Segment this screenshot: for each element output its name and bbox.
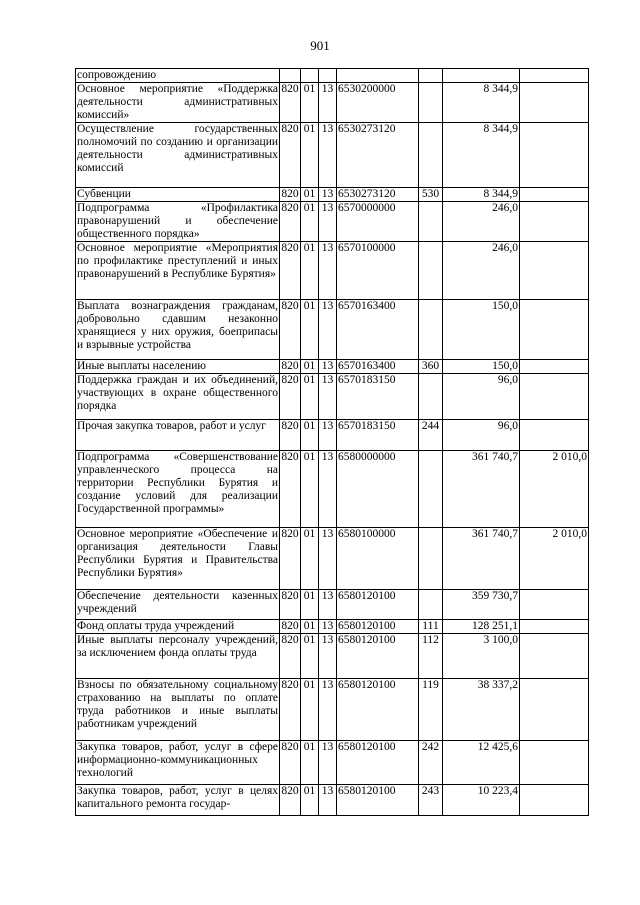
row-amount-1: 3 100,0 xyxy=(443,634,520,679)
row-subsection-code: 13 xyxy=(319,451,337,528)
row-amount-2 xyxy=(520,360,589,374)
row-amount-2 xyxy=(520,741,589,785)
row-amount-1: 150,0 xyxy=(443,360,520,374)
row-amount-1: 8 344,9 xyxy=(443,123,520,188)
row-ministry-code: 820 xyxy=(280,202,301,242)
row-ministry-code: 820 xyxy=(280,590,301,620)
table-row xyxy=(76,374,589,420)
row-ministry-code: 820 xyxy=(280,123,301,188)
row-amount-1: 10 223,4 xyxy=(443,785,520,816)
row-section-code: 01 xyxy=(301,634,319,679)
row-ministry-code: 820 xyxy=(281,360,299,372)
row-amount-1: 246,0 xyxy=(443,202,520,242)
row-subsection-code: 13 xyxy=(319,242,337,300)
row-name: Подпрограмма «Профилактика правонарушений и обеспечение общественного порядка» xyxy=(77,202,278,240)
row-ministry-code: 820 xyxy=(280,528,301,590)
table-row xyxy=(76,420,589,451)
row-ministry-code: 820 xyxy=(280,741,301,785)
row-ministry-code: 820 xyxy=(280,242,301,300)
row-expense-code: 111 xyxy=(419,620,443,634)
row-ministry-code: 820 xyxy=(281,620,299,632)
row-ministry-code: 820 xyxy=(280,451,301,528)
row-name: Основное мероприятие «Обеспечение и организация деятельности Главы Республики Бурятия и Правительства Республики Бурятия» xyxy=(76,528,280,590)
table-row xyxy=(76,360,589,374)
row-section-code: 01 xyxy=(301,374,319,420)
row-subsection-code: 13 xyxy=(319,83,337,123)
table-row xyxy=(76,528,589,590)
row-amount-1 xyxy=(443,69,520,83)
row-ministry-code: 820 xyxy=(280,785,301,816)
row-subsection-code: 13 xyxy=(319,590,337,620)
table-row xyxy=(76,620,589,634)
row-ministry-code: 820 xyxy=(280,679,301,741)
row-name: Основное мероприятие «Поддержка деятельности административных комиссий» xyxy=(77,83,278,121)
row-amount-2 xyxy=(520,83,589,123)
row-section-code: 01 xyxy=(301,123,319,188)
row-ministry-code: 820 xyxy=(281,188,299,200)
row-ministry-code: 820 xyxy=(280,374,301,420)
row-name: Прочая закупка товаров, работ и услуг xyxy=(76,420,280,451)
row-section-code: 01 xyxy=(301,300,319,360)
row-section-code: 01 xyxy=(301,528,319,590)
row-target-code: 6580120100 xyxy=(337,679,419,741)
row-amount-1: 8 344,9 xyxy=(443,83,520,123)
row-subsection-code: 13 xyxy=(319,420,337,451)
row-amount-1: 359 730,7 xyxy=(443,590,520,620)
row-expense-code xyxy=(419,123,443,188)
row-expense-code xyxy=(419,374,443,420)
budget-table xyxy=(75,68,589,816)
row-expense-code: 119 xyxy=(419,679,443,741)
row-ministry-code: 820 xyxy=(280,420,301,451)
row-expense-code xyxy=(419,202,443,242)
row-subsection-code: 13 xyxy=(319,679,337,741)
row-target-code: 6570100000 xyxy=(337,242,419,300)
row-amount-2 xyxy=(520,420,589,451)
row-amount-1: 96,0 xyxy=(443,374,520,420)
row-target-code: 6530273120 xyxy=(337,123,419,188)
row-expense-code: 530 xyxy=(419,188,443,202)
row-amount-1: 12 425,6 xyxy=(443,741,520,785)
row-expense-code xyxy=(419,300,443,360)
row-target-code: 6580120100 xyxy=(337,590,419,620)
table-row xyxy=(76,69,589,83)
row-target-code: 6580100000 xyxy=(337,528,419,590)
row-expense-code xyxy=(419,528,443,590)
table-row xyxy=(76,123,589,188)
row-amount-1: 96,0 xyxy=(443,420,520,451)
row-amount-2 xyxy=(520,679,589,741)
row-amount-2 xyxy=(520,374,589,420)
row-subsection-code xyxy=(319,69,337,83)
row-subsection-code: 13 xyxy=(319,202,337,242)
row-target-code: 6530200000 xyxy=(337,83,419,123)
row-amount-2: 2 010,0 xyxy=(520,451,589,528)
row-name: Осуществление государственных полномочий по созданию и организации деятельности административных комиссий xyxy=(76,123,280,188)
row-expense-code: 360 xyxy=(419,360,443,374)
table-row xyxy=(76,634,589,679)
row-section-code: 01 xyxy=(301,741,319,785)
row-amount-1: 150,0 xyxy=(443,300,520,360)
row-section-code: 01 xyxy=(301,620,319,634)
row-target-code: 6580000000 xyxy=(337,451,419,528)
row-target-code: 6580120100 xyxy=(337,620,419,634)
row-amount-2 xyxy=(520,69,589,83)
row-subsection-code: 13 xyxy=(319,620,337,634)
row-amount-2 xyxy=(520,300,589,360)
table-body xyxy=(76,69,589,816)
row-target-code: 6530273120 xyxy=(337,188,419,202)
row-amount-2 xyxy=(520,590,589,620)
table-row xyxy=(76,590,589,620)
row-amount-2 xyxy=(520,634,589,679)
row-subsection-code: 13 xyxy=(319,634,337,679)
row-section-code: 01 xyxy=(301,420,319,451)
row-name: Субвенции xyxy=(76,188,280,202)
row-expense-code xyxy=(419,242,443,300)
row-amount-2: 2 010,0 xyxy=(520,528,589,590)
row-expense-code xyxy=(419,83,443,123)
row-ministry-code: 820 xyxy=(280,300,301,360)
row-name: Фонд оплаты труда учреждений xyxy=(76,620,280,634)
row-section-code: 01 xyxy=(301,202,319,242)
row-expense-code xyxy=(419,69,443,83)
row-amount-2 xyxy=(520,202,589,242)
row-target-code: 6580120100 xyxy=(337,785,419,816)
row-section-code: 01 xyxy=(301,590,319,620)
row-expense-code: 244 xyxy=(419,420,443,451)
row-amount-1: 361 740,7 xyxy=(443,451,520,528)
row-target-code xyxy=(337,69,419,83)
row-amount-1: 361 740,7 xyxy=(443,528,520,590)
row-subsection-code: 13 xyxy=(319,188,337,202)
row-amount-2 xyxy=(520,188,589,202)
row-section-code: 01 xyxy=(301,242,319,300)
row-section-code: 01 xyxy=(301,360,319,374)
row-name: Взносы по обязательному социальному страхованию на выплаты по оплате труда работников и иные выплаты работникам учреждений xyxy=(76,679,280,741)
row-subsection-code: 13 xyxy=(319,123,337,188)
row-name: Иные выплаты персоналу учреждений, за исключением фонда оплаты труда xyxy=(76,634,280,679)
row-section-code: 01 xyxy=(301,451,319,528)
row-target-code: 6570000000 xyxy=(337,202,419,242)
row-expense-code: 243 xyxy=(419,785,443,816)
table-row xyxy=(76,679,589,741)
row-expense-code: 242 xyxy=(419,741,443,785)
row-name: Закупка товаров, работ, услуг в целях капитального ремонта государ- xyxy=(76,785,280,816)
row-amount-1: 128 251,1 xyxy=(443,620,520,634)
page-number: 901 xyxy=(310,38,330,53)
row-ministry-code: 820 xyxy=(280,83,301,123)
row-target-code: 6570183150 xyxy=(337,374,419,420)
row-expense-code: 112 xyxy=(419,634,443,679)
row-subsection-code: 13 xyxy=(319,741,337,785)
table-row xyxy=(76,242,589,300)
table-row xyxy=(76,202,589,242)
row-name: Иные выплаты населению xyxy=(76,360,280,374)
table-row xyxy=(76,300,589,360)
row-target-code: 6570163400 xyxy=(337,360,419,374)
row-subsection-code: 13 xyxy=(319,785,337,816)
row-section-code: 01 xyxy=(301,188,319,202)
row-name: Подпрограмма «Совершенствование управленческого процесса на территории Республики Бурятия и создание условий для реализации Государственной программы» xyxy=(76,451,280,528)
row-amount-1: 8 344,9 xyxy=(443,188,520,202)
row-target-code: 6570183150 xyxy=(337,420,419,451)
table-row xyxy=(76,188,589,202)
table-row xyxy=(76,741,589,785)
row-subsection-code: 13 xyxy=(319,528,337,590)
row-amount-2 xyxy=(520,785,589,816)
row-name: Выплата вознаграждения гражданам, добровольно сдавшим незаконно хранящиеся у них оружия, боеприпасы и взрывные устройства xyxy=(76,300,280,360)
table-row xyxy=(76,83,589,123)
row-name: Закупка товаров, работ, услуг в сфере информационно-коммуникационных технологий xyxy=(76,741,280,785)
row-target-code: 6570163400 xyxy=(337,300,419,360)
row-amount-2 xyxy=(520,242,589,300)
row-subsection-code: 13 xyxy=(319,374,337,420)
row-name: сопровождению xyxy=(76,69,280,83)
row-name: Основное мероприятие «Мероприятия по профилактике преступлений и иных правонарушений в Республике Бурятия» xyxy=(76,242,280,300)
row-amount-2 xyxy=(520,620,589,634)
row-section-code: 01 xyxy=(301,83,319,123)
row-target-code: 6580120100 xyxy=(337,741,419,785)
row-target-code: 6580120100 xyxy=(337,634,419,679)
row-section-code: 01 xyxy=(301,785,319,816)
row-name: Обеспечение деятельности казенных учреждений xyxy=(76,590,280,620)
row-name: Поддержка граждан и их объединений, участвующих в охране общественного порядка xyxy=(76,374,280,420)
table-row xyxy=(76,785,589,816)
table-row xyxy=(76,451,589,528)
row-expense-code xyxy=(419,451,443,528)
row-subsection-code: 13 xyxy=(319,360,337,374)
row-ministry-code xyxy=(280,69,301,83)
row-amount-2 xyxy=(520,123,589,188)
row-amount-1: 246,0 xyxy=(443,242,520,300)
row-amount-1: 38 337,2 xyxy=(443,679,520,741)
row-section-code: 01 xyxy=(301,679,319,741)
row-section-code xyxy=(301,69,319,83)
row-subsection-code: 13 xyxy=(319,300,337,360)
row-expense-code xyxy=(419,590,443,620)
row-ministry-code: 820 xyxy=(280,634,301,679)
